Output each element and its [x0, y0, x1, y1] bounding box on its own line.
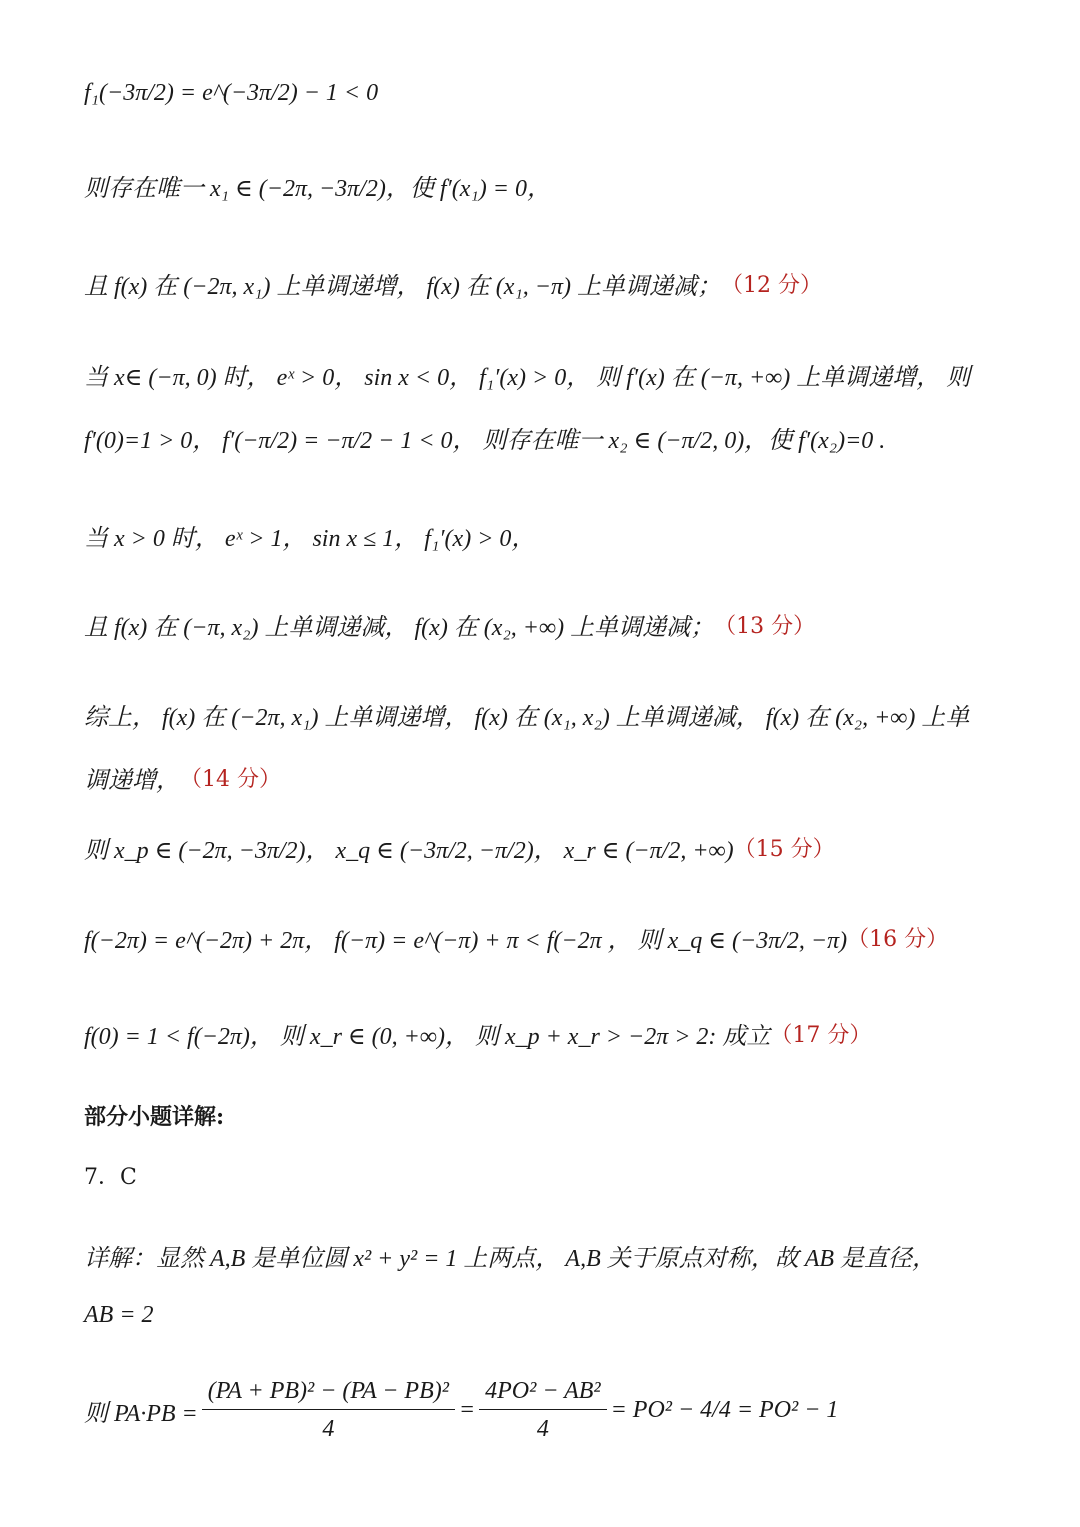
formula-text: 则存在唯一 x₁ ∈ (−2π, −3π/2)，使 f′(x₁) = 0，	[84, 176, 551, 202]
line-2	[84, 168, 551, 203]
line-6	[84, 518, 535, 553]
formula-text: 详解：显然 A,B 是单位圆 x² + y² = 1 上两点， A,B 关于原点对称，故 AB 是直径，	[84, 1246, 937, 1272]
line-11	[84, 920, 948, 955]
formula-text: 当 x > 0 时， eˣ > 1， sin x ≤ 1， f₁′(x) > 0，	[84, 526, 536, 552]
question-number	[84, 1160, 137, 1191]
formula-text: f(−2π) = e^(−2π) + 2π， f(−π) = e^(−π) + π < f(−2π ， 则 x_q ∈ (−3π/2, −π)	[84, 928, 848, 954]
score-label: （15 分）	[733, 837, 835, 862]
fraction-1-numerator: (PA + PB)² − (PA − PB)²	[202, 1378, 455, 1410]
line-16	[84, 1302, 154, 1329]
fraction-2	[479, 1378, 606, 1443]
line-3	[84, 266, 822, 301]
fraction-1-denominator: 4	[322, 1416, 335, 1442]
score-label: （12 分）	[721, 273, 823, 298]
score-label: （13 分）	[714, 614, 816, 639]
line-15	[84, 1238, 936, 1273]
formula-text: 且 f(x) 在 (−2π, x₁) 上单调递增， f(x) 在 (x₁, −π) 上单调递减；	[84, 274, 722, 300]
fraction-2-denominator: 4	[536, 1416, 549, 1442]
formula-tail: = PO² − 4/4 = PO² − 1	[610, 1397, 839, 1423]
score-label: （14 分）	[180, 767, 281, 792]
section-heading	[84, 1100, 224, 1131]
formula-text: AB = 2	[84, 1302, 154, 1328]
formula-text: 则 x_p ∈ (−2π, −3π/2)， x_q ∈ (−3π/2, −π/2)， x_r ∈ (−π/2, +∞)	[84, 838, 734, 864]
formula-text: 综上， f(x) 在 (−2π, x₁) 上单调递增， f(x) 在 (x₁, x₂) 上单调递减， f(x) 在 (x₂, +∞) 上单	[84, 705, 970, 731]
line-5	[84, 420, 885, 455]
formula-text: 且 f(x) 在 (−π, x₂) 上单调递减， f(x) 在 (x₂, +∞) 上单调递减；	[84, 615, 715, 641]
line-12	[84, 1016, 871, 1051]
question-text: 7．C	[84, 1165, 137, 1190]
formula-text: 调递增，	[84, 768, 180, 794]
final-formula	[84, 1378, 838, 1443]
score-label: （16 分）	[847, 927, 949, 952]
formula-prefix: 则 PA·PB =	[84, 1401, 198, 1427]
line-9	[84, 760, 281, 795]
heading-text: 部分小题详解:	[84, 1104, 225, 1130]
formula-text: f′(0)=1 > 0， f′(−π/2) = −π/2 − 1 < 0， 则存在唯一 x₂ ∈ (−π/2, 0)，使 f′(x₂)=0 .	[84, 428, 886, 454]
line-1	[84, 80, 378, 107]
line-7	[84, 607, 815, 642]
score-label: （17 分）	[770, 1023, 872, 1048]
line-8	[84, 697, 969, 732]
line-10	[84, 830, 835, 865]
line-4	[84, 357, 970, 392]
equals-sign: =	[458, 1397, 476, 1423]
formula-text: f(0) = 1 < f(−2π)， 则 x_r ∈ (0, +∞)， 则 x_p + x_r > −2π > 2: 成立	[84, 1024, 771, 1050]
formula-text: f₁(−3π/2) = e^(−3π/2) − 1 < 0	[84, 80, 379, 106]
fraction-2-numerator: 4PO² − AB²	[479, 1378, 606, 1410]
formula-text: 当 x∈ (−π, 0) 时， eˣ > 0， sin x < 0， f₁′(x) > 0， 则 f′(x) 在 (−π, +∞) 上单调递增， 则	[84, 365, 971, 391]
fraction-1	[202, 1378, 455, 1443]
